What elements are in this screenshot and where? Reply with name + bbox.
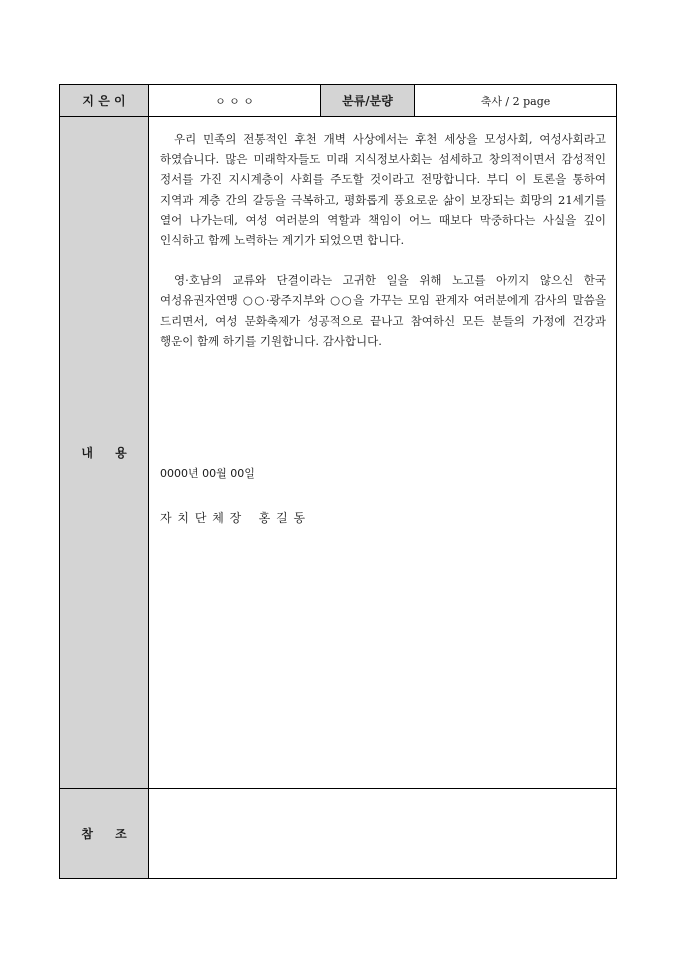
reference-value	[149, 789, 616, 878]
content-label-text: 내 용	[81, 446, 127, 460]
reference-label	[60, 789, 149, 878]
content-paragraph: 우리 민족의 전통적인 후천 개벽 사상에서는 후천 세상을 모성사회, 여성사회라고 하였습니다. 많은 미래학자들도 미래 지식정보사회는 섬세하고 창의적이면서 감성적인 정서를 가진 지시계층이 사회를 주도할 것이라고 전망합니다. 부디 이 토론을 통하여 지역과 계층 간의 갈등을 극복하고, 평화롭게 풍요로운 삶이 보장되는 희망의 21세기를 열어 나가는데, 여성 여러분의 역할과 책임이 어느 때보다 막중하다는 사실을 깊이 인식하고 함께 노력하는 계기가 되었으면 합니다.	[160, 132, 606, 248]
document-form	[59, 84, 617, 879]
content-signer: 자 치 단 체 장 홍 길 동	[160, 511, 306, 525]
content-label	[60, 117, 149, 788]
reference-row	[60, 789, 616, 878]
content-row	[60, 117, 616, 789]
content-paragraph: 영·호남의 교류와 단결이라는 고귀한 일을 위해 노고를 아끼지 않으신 한국 여성유권자연맹 ○○·광주지부와 ○○을 가꾸는 모임 관계자 여러분에게 감사의 말씀을 드리면서, 여성 문화축제가 성공적으로 끝나고 참여하신 모든 분들의 가정에 건강과 행운이 함께 하기를 기원합니다. 감사합니다.	[160, 273, 606, 348]
category-label: 분류/분량	[321, 85, 415, 116]
content-body	[160, 129, 606, 351]
header-row	[60, 85, 616, 117]
author-value: ㅇ ㅇ ㅇ	[149, 85, 321, 116]
content-date: 0000년 00월 00일	[160, 467, 255, 480]
category-value: 축사 / 2 page	[480, 94, 551, 108]
reference-label-text: 참 조	[81, 827, 127, 841]
author-label: 지 은 이	[60, 85, 149, 116]
